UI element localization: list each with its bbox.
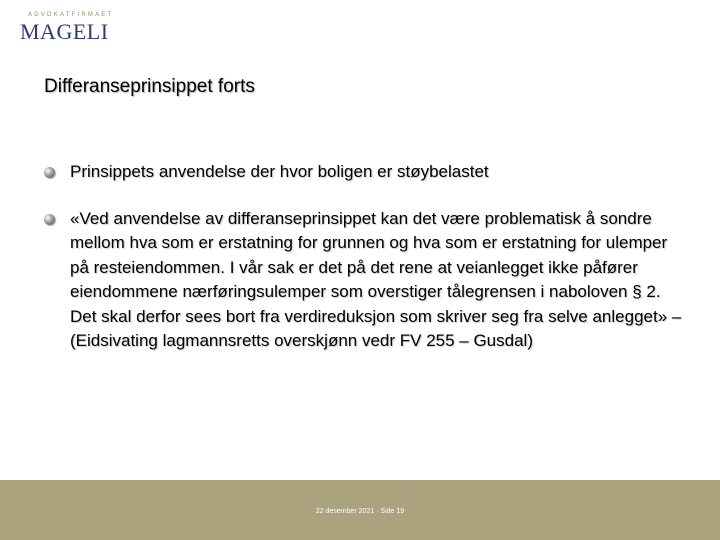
bullet-list — [44, 160, 684, 376]
bullet-text: Prinsippets anvendelse der hvor boligen er støybelastet — [70, 162, 489, 181]
footer-text: 22 desember 2021 · Side 19 — [315, 508, 405, 515]
logo-subtitle: ADVOKATFIRMAET — [28, 12, 114, 18]
logo-name: MAGELI — [20, 19, 109, 44]
footer-bar — [0, 480, 720, 540]
bullet-item — [44, 160, 684, 185]
firm-logo — [20, 12, 114, 45]
bullet-item — [44, 207, 684, 354]
bullet-text: «Ved anvendelse av differanseprinsippet kan det være problematisk å sondre mellom hva som er erstatning for grunnen og hva som er erstatning for ulemper på resteiendommen. I vår sak er det på det rene at veianlegget ikke påfører eiendommene nærføringsulemper som overstiger tålegrensen i naboloven § 2. Det skal derfor sees bort fra verdireduksjon som skriver seg fra selve anlegget» – (Eidsivating lagmannsretts overskjønn vedr FV 255 – Gusdal) — [70, 208, 682, 350]
slide-title: Differanseprinsippet forts — [44, 76, 255, 97]
bullet-dot-icon — [44, 167, 55, 178]
bullet-dot-icon — [44, 214, 55, 225]
